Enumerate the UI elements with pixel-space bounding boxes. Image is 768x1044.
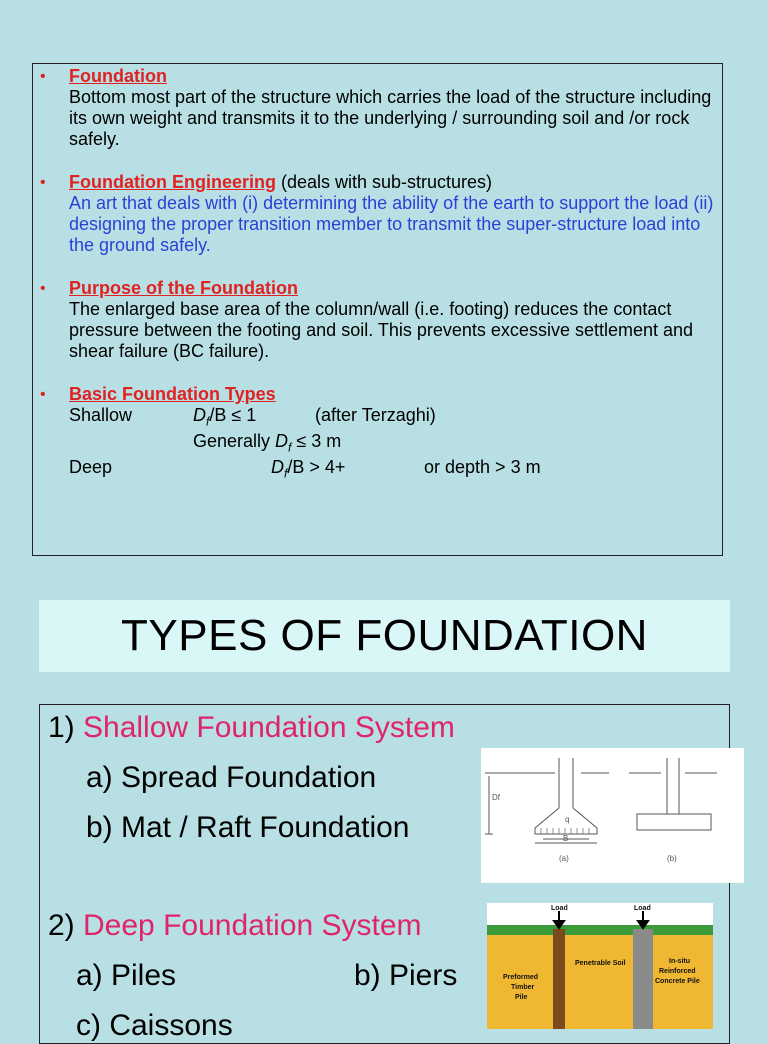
bullet: • <box>40 68 46 85</box>
definition-foundation-engineering <box>40 172 722 256</box>
shallow-row <box>69 405 722 431</box>
timber-label-1: Preformed <box>503 974 539 981</box>
mat-raft-foundation-item: b) Mat / Raft Foundation <box>86 811 410 844</box>
definition-heading: Basic Foundation Types <box>69 384 276 404</box>
systems-box <box>39 704 730 1044</box>
definition-basic-types <box>40 384 722 483</box>
piles-diagram <box>487 903 713 1029</box>
piles-item: a) Piles <box>76 959 177 992</box>
shallow-ratio: $D_f/B \le 1$ <box>193 405 257 429</box>
b-label: B <box>563 834 569 843</box>
bullet: • <box>40 280 46 297</box>
shallow-note: (after Terzaghi) <box>315 405 436 425</box>
definition-heading: Foundation Engineering <box>69 172 276 192</box>
shallow-system-heading: 1) Shallow Foundation System <box>48 711 455 744</box>
insitu-label-3: Concrete Pile <box>655 978 700 985</box>
deep-note: or depth > 3 m <box>424 457 541 477</box>
deep-label: Deep <box>69 457 113 477</box>
generally-depth: Generally $D_f \le 3$ m <box>193 431 342 455</box>
insitu-label-1: In-situ <box>669 958 690 965</box>
definition-heading: Foundation <box>69 66 167 86</box>
definition-foundation <box>40 66 722 150</box>
timber-label-2: Timber <box>511 984 535 991</box>
timber-label-3: Pile <box>515 994 528 1001</box>
definitions-box <box>32 63 723 556</box>
insitu-label-2: Reinforced <box>659 968 696 975</box>
caption-b: (b) <box>667 854 677 863</box>
load-label-right: Load <box>634 905 651 912</box>
definition-purpose <box>40 278 722 362</box>
section-title: TYPES OF FOUNDATION <box>39 600 730 672</box>
deep-row <box>69 457 722 483</box>
piers-item: b) Piers <box>354 959 458 992</box>
q-label: q <box>565 815 570 824</box>
load-label-left: Load <box>551 905 568 912</box>
shallow-label: Shallow <box>69 405 133 425</box>
definition-body: Bottom most part of the structure which carries the load of the structure including its own weight and transmits it to the underlying / surrounding soil and /or rock safely. <box>69 87 712 149</box>
deep-system-heading: 2) Deep Foundation System <box>48 909 422 942</box>
definition-aside: (deals with sub-structures) <box>275 172 493 192</box>
definition-body: The enlarged base area of the column/wall (i.e. footing) reduces the contact pressure between the footing and soil. This prevents excessive settlement and shear failure (BC failure). <box>69 299 694 361</box>
deep-ratio: $D_f/B > 4+$ <box>271 457 346 481</box>
caption-a: (a) <box>559 854 569 863</box>
penetrable-soil-label: Penetrable Soil <box>575 960 626 967</box>
piles-drawing <box>487 903 713 1029</box>
footing-drawing <box>481 748 744 883</box>
caissons-item: c) Caissons <box>76 1009 233 1042</box>
definition-heading: Purpose of the Foundation <box>69 278 298 298</box>
definition-body: An art that deals with (i) determining the ability of the earth to support the load (ii) designing the proper transition member to transmit the super-structure load into the ground safely. <box>69 193 714 255</box>
footing-diagram <box>481 748 744 883</box>
df-label: Df <box>492 793 500 802</box>
spread-foundation-item: a) Spread Foundation <box>86 761 377 794</box>
bullet: • <box>40 174 46 191</box>
generally-row <box>69 431 722 457</box>
bullet: • <box>40 386 46 403</box>
